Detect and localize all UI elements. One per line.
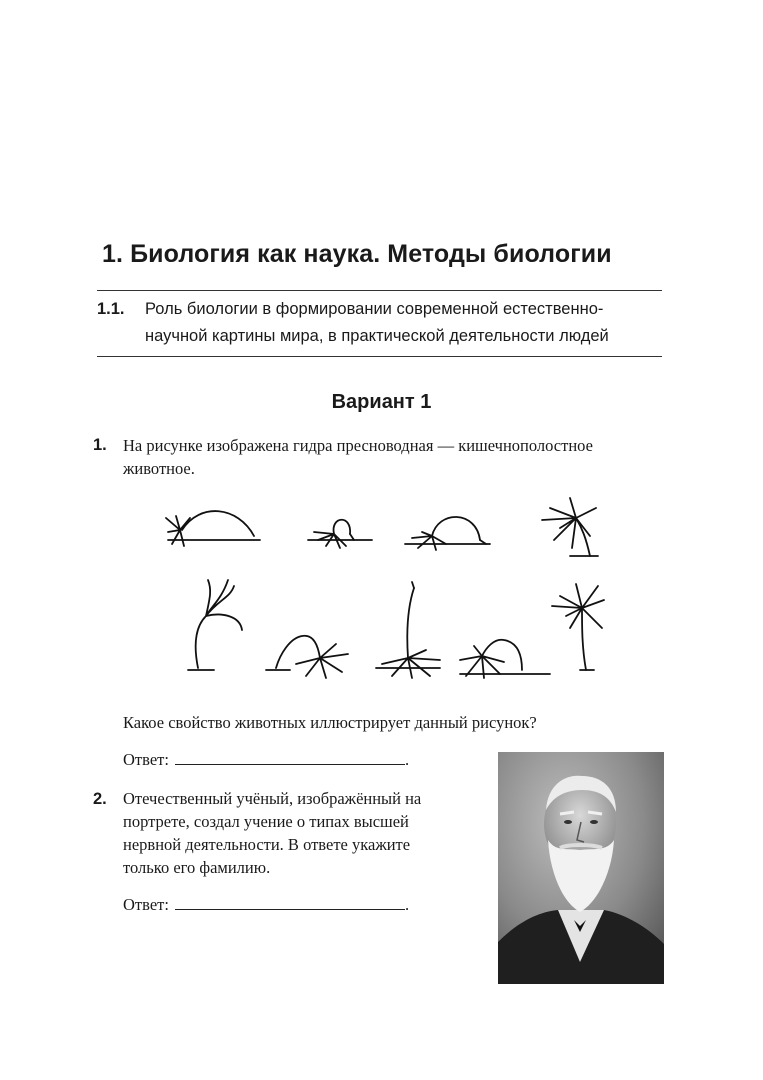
chapter-title: 1. Биология как наука. Методы биологии — [102, 240, 612, 268]
hydra-stage-1 — [166, 511, 260, 546]
question-2-line-4: только его фамилию. — [123, 858, 271, 877]
answer-1-field[interactable] — [175, 750, 405, 765]
hydra-stage-3 — [405, 517, 490, 550]
section-line-2: научной картины мира, в практической деятельности людей — [145, 327, 609, 345]
answer-1-period: . — [404, 750, 410, 769]
hydra-stage-6 — [266, 636, 348, 678]
question-1-text — [123, 435, 683, 480]
question-2-text — [123, 787, 483, 879]
hydra-stage-8 — [460, 640, 550, 678]
hydra-figure — [150, 488, 630, 688]
question-2-line-1: Отечественный учёный, изображённый на — [123, 789, 422, 808]
question-1-number: 1. — [93, 436, 107, 454]
section-line-1: Роль биологии в формировании современной естественно- — [145, 300, 604, 318]
question-2-answer — [123, 895, 409, 915]
question-2-line-2: портрете, создал учение о типах высшей — [123, 812, 409, 831]
variant-heading: Вариант 1 — [331, 391, 432, 413]
section-rule — [97, 356, 662, 357]
hydra-stage-7 — [376, 582, 440, 678]
question-1-prompt: Какое свойство животных иллюстрирует данный рисунок? — [123, 713, 537, 732]
hydra-stage-4 — [542, 498, 598, 556]
question-1-answer — [123, 750, 409, 770]
section-text — [145, 296, 665, 350]
question-2-number: 2. — [93, 790, 107, 808]
question-1-line-1: На рисунке изображена гидра пресноводная — кишечнополостное — [123, 436, 593, 455]
hydra-stage-5 — [188, 580, 242, 670]
hydra-stage-9 — [552, 584, 604, 670]
question-1-line-2: животное. — [123, 458, 195, 478]
answer-2-field[interactable] — [175, 895, 405, 910]
answer-2-period: . — [404, 895, 410, 914]
question-2-line-3: нервной деятельности. В ответе укажите — [123, 835, 411, 854]
answer-2-label: Ответ: — [123, 895, 169, 914]
section-number: 1.1. — [97, 300, 125, 318]
title-rule — [97, 290, 662, 291]
answer-1-label: Ответ: — [123, 750, 169, 769]
hydra-stage-2 — [308, 520, 372, 548]
scientist-portrait — [498, 752, 664, 984]
